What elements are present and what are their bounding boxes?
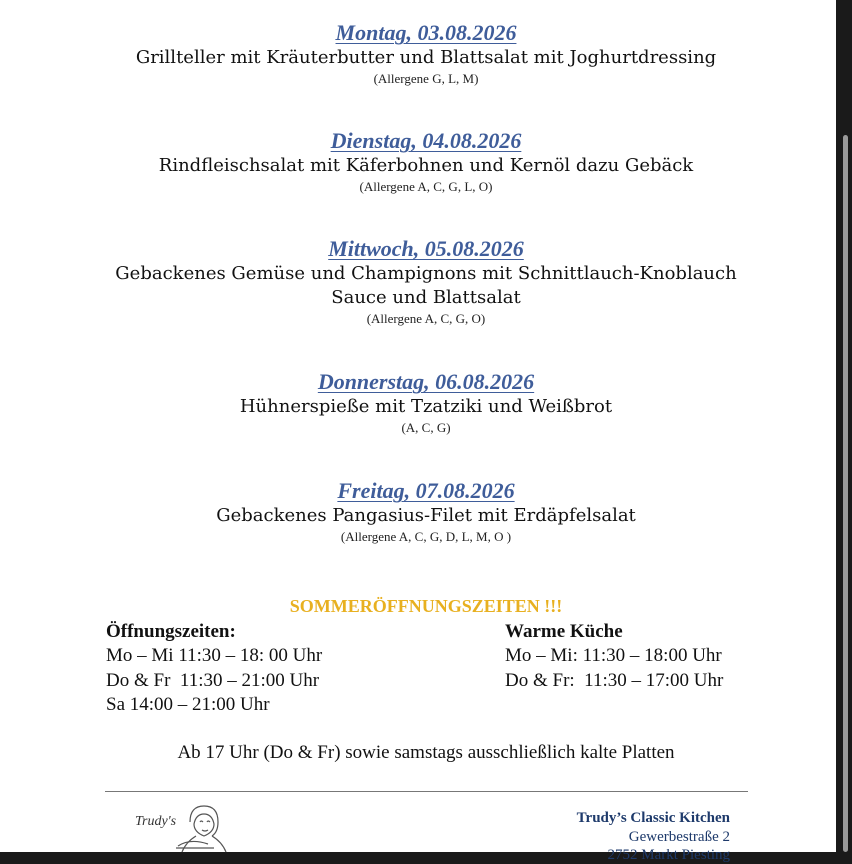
dish-line: Rindfleischsalat mit Käferbohnen und Kernöl dazu Gebäck (158, 155, 694, 176)
dish-line: Sauce und Blattsalat (331, 287, 521, 308)
hours-line: Mo – Mi 11:30 – 18: 00 Uhr (106, 645, 323, 666)
day-tuesday (0, 128, 852, 196)
allergens: (Allergene A, C, G, D, L, M, O ) (340, 529, 512, 544)
opening-hours-title: Öffnungszeiten: (106, 621, 236, 642)
day-heading: Donnerstag, 06.08.2026 (317, 369, 535, 394)
day-wednesday (0, 236, 852, 328)
footer-divider (105, 791, 748, 792)
day-heading: Dienstag, 04.08.2026 (330, 128, 522, 153)
dish-line: Grillteller mit Kräuterbutter und Blattsalat mit Joghurtdressing (135, 47, 717, 68)
street-address: Gewerbestraße 2 (628, 829, 730, 845)
business-name: Trudy’s Classic Kitchen (576, 810, 730, 826)
day-friday (0, 478, 852, 546)
restaurant-logo (120, 800, 240, 852)
allergens: (A, C, G) (401, 420, 451, 435)
footer-address (577, 809, 730, 864)
vertical-scrollbar[interactable] (843, 135, 848, 852)
hours-line: Do & Fr: 11:30 – 17:00 Uhr (505, 669, 724, 691)
day-heading: Mittwoch, 05.08.2026 (328, 236, 524, 261)
summer-hours-title: SOMMERÖFFNUNGSZEITEN !!! (289, 596, 563, 616)
kitchen-hours (505, 620, 723, 693)
hours-line: Sa 14:00 – 21:00 Uhr (106, 694, 270, 715)
allergens: (Allergene A, C, G, L, O) (359, 179, 493, 194)
chef-woman-illustration-icon (120, 800, 240, 852)
opening-hours (106, 620, 322, 718)
dish-line: Gebackenes Gemüse und Champignons mit Schnittlauch-Knoblauch (115, 263, 737, 284)
hours-line: Do & Fr 11:30 – 21:00 Uhr (106, 669, 320, 691)
day-monday (0, 20, 852, 88)
dish-line: Hühnerspieße mit Tzatziki und Weißbrot (239, 396, 613, 417)
hours-line: Mo – Mi: 11:30 – 18:00 Uhr (505, 645, 722, 666)
kitchen-hours-title: Warme Küche (505, 621, 623, 642)
dish-line: Gebackenes Pangasius-Filet mit Erdäpfelsalat (216, 505, 636, 526)
cold-platter-note: Ab 17 Uhr (Do & Fr) sowie samstags ausschließlich kalte Platten (177, 742, 675, 763)
day-heading: Freitag, 07.08.2026 (337, 478, 515, 503)
allergens: (Allergene G, L, M) (373, 71, 479, 86)
city-address: 2752 Markt Piesting (607, 847, 730, 863)
day-heading: Montag, 03.08.2026 (335, 20, 517, 45)
allergens: (Allergene A, C, G, O) (366, 311, 486, 326)
day-thursday (0, 369, 852, 437)
logo-text: Trudy's (135, 814, 177, 829)
